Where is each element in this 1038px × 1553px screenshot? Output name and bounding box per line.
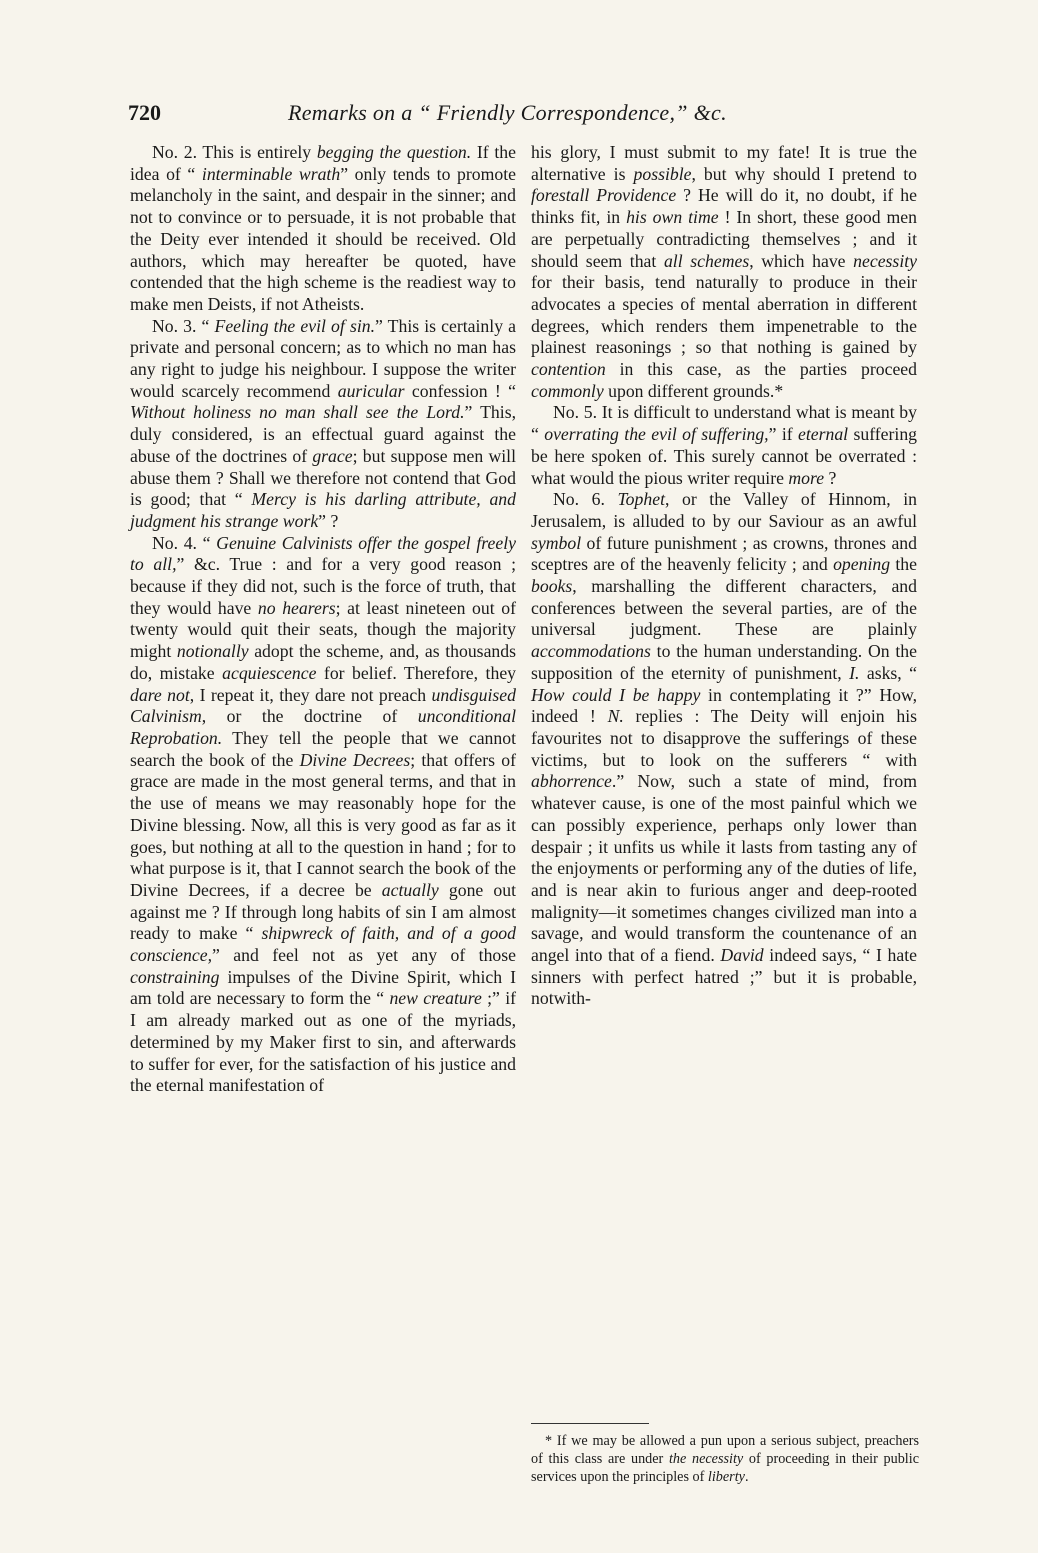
running-title: Remarks on a “ Friendly Correspondence,” &c. [288, 100, 727, 125]
paragraph-no-3: No. 3. “ Feeling the evil of sin.” This is certainly a private and personal concern; as to which no man has any right to judge his neighbour. I suppose the writer would scarcely recommend auricular confession ! “ Without holiness no man shall see the Lord.” This, duly considered, is an effectual guard against the abuse of the doctrines of grace; but suppose men will abuse them ? Shall we therefore not contend that God is good; that “ Mercy is his darling attribute, and judgment his strange work” ? [130, 315, 517, 531]
paragraph-no-4: No. 4. “ Genuine Calvinists offer the gospel freely to all,” &c. True : and for a very good reason ; because if they did not, such is the force of truth, that they would have no hearers; at least nineteen out of twenty would quit their seats, though the majority might notionally adopt the scheme, and, as thousands do, mistake acquiescence for belief. Therefore, they dare not, I repeat it, they dare not preach undisguised Calvinism, or the doctrine of unconditional Reprobation. They tell the people that we cannot search the book of the Divine Decrees; that offers of grace are made in the most general terms, and that in the use of means we may reasonably hope for the Divine blessing. Now, all this is very good as far as it goes, but nothing at all to the question in hand ; for to what purpose is it, that I cannot search the book of the Divine Decrees, if a decree be actually gone out against me ? If through long habits of sin I am almost ready to make “ shipwreck of faith, and of a good conscience,” and feel not as yet any of those constraining impulses of the Divine Spirit, which I am told are necessary to form the “ new creature ;” if I am already marked out as one of the myriads, determined by my Maker first to sin, and afterwards to suffer for ever, for the satisfaction of his justice and the eternal manifestation of [130, 532, 517, 1096]
page-number: 720 [128, 100, 161, 125]
footnote [531, 1433, 919, 1486]
footnote-text: * If we may be allowed a pun upon a serious subject, preachers of this class are under the necessity of proceeding in their public services upon the principles of liberty. [531, 1433, 919, 1485]
footnote-rule [531, 1423, 649, 1424]
left-column [130, 142, 516, 1097]
paragraph-no-4-continued: his glory, I must submit to my fate! It is true the alternative is possible, but why should I pretend to forestall Providence ? He will do it, no doubt, if he thinks fit, in his own time ! In short, these good men are perpetually contradicting themselves ; and it should seem that all schemes, which have necessity for their basis, tend naturally to produce in their advocates a species of mental aberration in different degrees, which renders them impenetrable to the plainest reasonings ; so that nothing is gained by contention in this case, as the parties proceed commonly upon different grounds.* [531, 142, 918, 401]
paragraph-no-6: No. 6. Tophet, or the Valley of Hinnom, in Jerusalem, is alluded to by our Saviour as an awful symbol of future punishment ; as crowns, thrones and sceptres are of the heavenly felicity ; and opening the books, marshalling the different characters, and conferences between the several parties, are of the universal judgment. These are plainly accommodations to the human understanding. On the supposition of the eternity of punishment, I. asks, “ How could I be happy in contemplating it ?” How, indeed ! N. replies : The Deity will enjoin his favourites not to disapprove the sufferings of these victims, but to look on the sufferers “ with abhorrence.” Now, such a state of mind, from whatever cause, is one of the most painful which we can possibly experience, perhaps only lower than despair ; it unfits us while it lasts from tasting any of the enjoyments or performing any of the duties of life, and is near akin to furious anger and deep-rooted malignity—it sometimes changes civilized man into a savage, and would transform the countenance of an angel into that of a fiend. David indeed says, “ I hate sinners with perfect hatred ;” but it is probable, notwith- [531, 489, 918, 1009]
page-header [128, 96, 920, 130]
paragraph-no-2: No. 2. This is entirely begging the question. If the idea of “ interminable wrath” only tends to promote melancholy in the saint, and despair in the sinner; and not to convince or to persuade, it is not probable that the Deity ever intended it should be received. Old authors, which may hereafter be quoted, have contended that the high scheme is the readiest way to make men Deists, if not Atheists. [130, 142, 517, 314]
paragraph-no-5: No. 5. It is difficult to understand what is meant by “ overrating the evil of suffering,” if eternal suffering be here spoken of. This surely cannot be overrated : what would the pious writer require more ? [531, 402, 918, 488]
right-column [531, 142, 917, 1010]
